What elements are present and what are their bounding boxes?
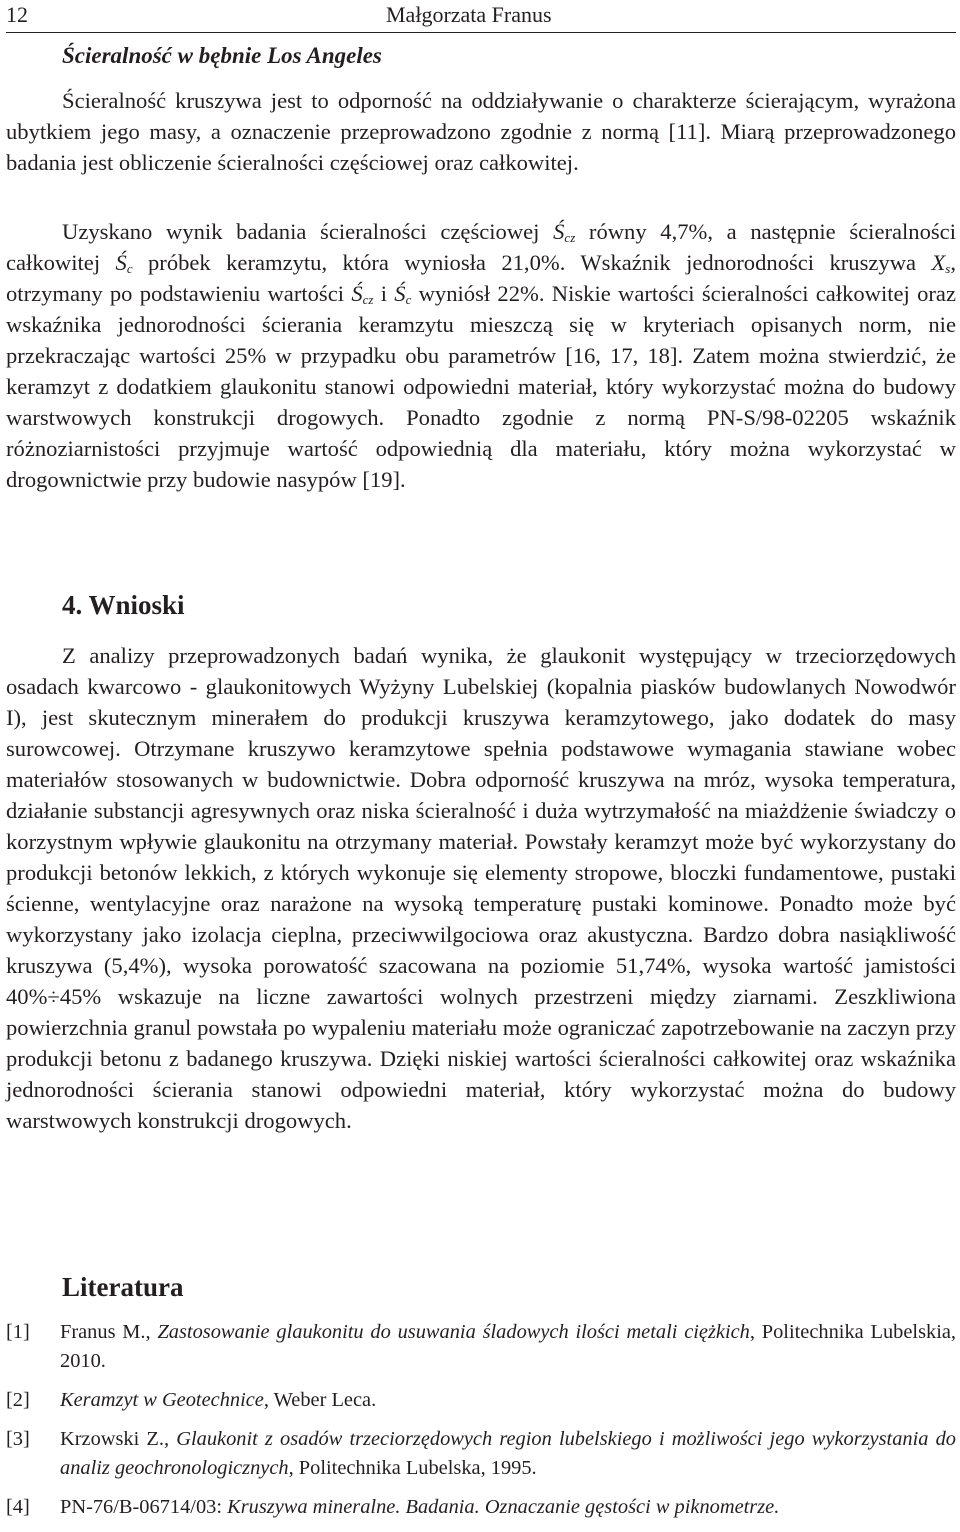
running-author: Małgorzata Franus xyxy=(386,2,552,27)
reference-title: Glaukonit z osadów trzeciorzędowych region lubelskiego i możliwości jego wykorzystania do analiz geochronologicznych xyxy=(60,1428,956,1479)
reference-number: [4] xyxy=(6,1496,30,1518)
reference-number: [3] xyxy=(6,1428,30,1450)
paragraph-los-angeles-2: Uzyskano wynik badania ścieralności częściowej $Ś_{cz}$ równy 4,7%, a następnie ścieralności całkowitej $Ś_c$ próbek keramzytu, która wyniosła 21,0%. Wskaźnik jednorodności kruszywa $X_s$, otrzymany po podstawieniu wartości $Ś_{cz}$ i $Ś_c$ wyniósł 22%. Niskie wartości ścieralności całkowitej oraz wskaźnika jednorodności ścierania keramzytu mieszczą się w kryteriach opisanych norm, nie przekraczając wartości 25% w przypadku obu parametrów [16, 17, 18]. Zatem można stwierdzić, że keramzyt z dodatkiem glaukonitu stanowi odpowiedni materiał, który wykorzystać można do budowy warstwowych konstrukcji drogowych. Ponadto zgodnie z normą PN-S/98-02205 wskaźnik różnoziarnistości przyjmuje wartość odpowiednią dla materiału, który można wykorzystać w drogownictwie przy budowie nasypów [19]. xyxy=(6,219,956,492)
reference-number: [2] xyxy=(6,1389,30,1411)
symbol-xs: $X_s$ xyxy=(931,250,951,276)
symbol-sc: $Ś_c$ xyxy=(115,250,133,276)
reference-title: Keramzyt w Geotechnice xyxy=(60,1389,264,1411)
reference-item: [3] Krzowski Z., Glaukonit z osadów trzeciorzędowych region lubelskiego i możliwości jego wykorzystania do analiz geochronologicznych, Politechnika Lubelska, 1995. xyxy=(6,1425,956,1483)
section-title-wnioski: 4. Wnioski xyxy=(62,590,185,620)
page xyxy=(6,0,956,1517)
symbol-scz: $Ś_{cz}$ xyxy=(351,281,374,307)
reference-title: Kruszywa mineralne. Badania. Oznaczanie gęstości w piknometrze. xyxy=(227,1496,780,1518)
symbol-scz: $Ś_{cz}$ xyxy=(553,219,576,245)
reference-number: [1] xyxy=(6,1321,30,1343)
reference-item: [2] Keramzyt w Geotechnice, Weber Leca. xyxy=(6,1386,956,1415)
page-number: 12 xyxy=(6,2,28,27)
symbol-sc: $Ś_c$ xyxy=(394,281,412,307)
running-header xyxy=(6,0,956,33)
reference-list xyxy=(6,1318,956,1532)
reference-item: [1] Franus M., Zastosowanie glaukonitu do usuwania śladowych ilości metali ciężkich, Politechnika Lubelskia, 2010. xyxy=(6,1318,956,1376)
reference-title: Zastosowanie glaukonitu do usuwania śladowych ilości metali ciężkich xyxy=(157,1321,750,1343)
section-title-literatura: Literatura xyxy=(62,1272,184,1302)
reference-item: [4] PN-76/B-06714/03: Kruszywa mineralne. Badania. Oznaczanie gęstości w piknometrze. xyxy=(6,1493,956,1522)
paragraph-los-angeles-1: Ścieralność kruszywa jest to odporność na oddziaływanie o charakterze ścierającym, wyrażona ubytkiem jego masy, a oznaczenie przeprowadzono zgodnie z normą [11]. Miarą przeprowadzonego badania jest obliczenie ścieralności częściowej oraz całkowitej. xyxy=(6,88,956,175)
paragraph-wnioski: Z analizy przeprowadzonych badań wynika, że glaukonit występujący w trzeciorzędowych osadach kwarcowo - glaukonitowych Wyżyny Lubelskiej (kopalnia piasków budowlanych Nowodwór I), jest skutecznym minerałem do produkcji kruszywa keramzytowego, jako dodatek do masy surowcowej. Otrzymane kruszywo keramzytowe spełnia podstawowe wymagania stawiane wobec materiałów stosowanych w budownictwie. Dobra odporność kruszywa na mróz, wysoka temperatura, działanie substancji agresywnych oraz niska ścieralność i duża wytrzymałość na miażdżenie świadczy o korzystnym wpływie glaukonitu na otrzymany materiał. Powstały keramzyt może być wykorzystany do produkcji betonów lekkich, z których wykonuje się elementy stropowe, bloczki fundamentowe, pustaki ścienne, wentylacyjne oraz narażone na wysoką temperaturę pustaki kominowe. Ponadto może być wykorzystany jako izolacja cieplna, przeciwwilgociowa oraz akustyczna. Bardzo dobra nasiąkliwość kruszywa (5,4%), wysoka porowatość szacowana na poziomie 51,74%, wysoka wartość jamistości 40%÷45% wskazuje na liczne zawartości wolnych przestrzeni między ziarnami. Zeszkliwiona powierzchnia granul powstała po wypaleniu materiału może ograniczać zapotrzebowanie na zaczyn przy produkcji betonu z badanego kruszywa. Dzięki niskiej wartości ścieralności całkowitej oraz wskaźnika jednorodności ścierania stanowi odpowiedni materiał, który wykorzystać można do budowy warstwowych konstrukcji drogowych. xyxy=(6,643,956,1133)
section-title-los-angeles: Ścieralność w bębnie Los Angeles xyxy=(62,43,382,68)
